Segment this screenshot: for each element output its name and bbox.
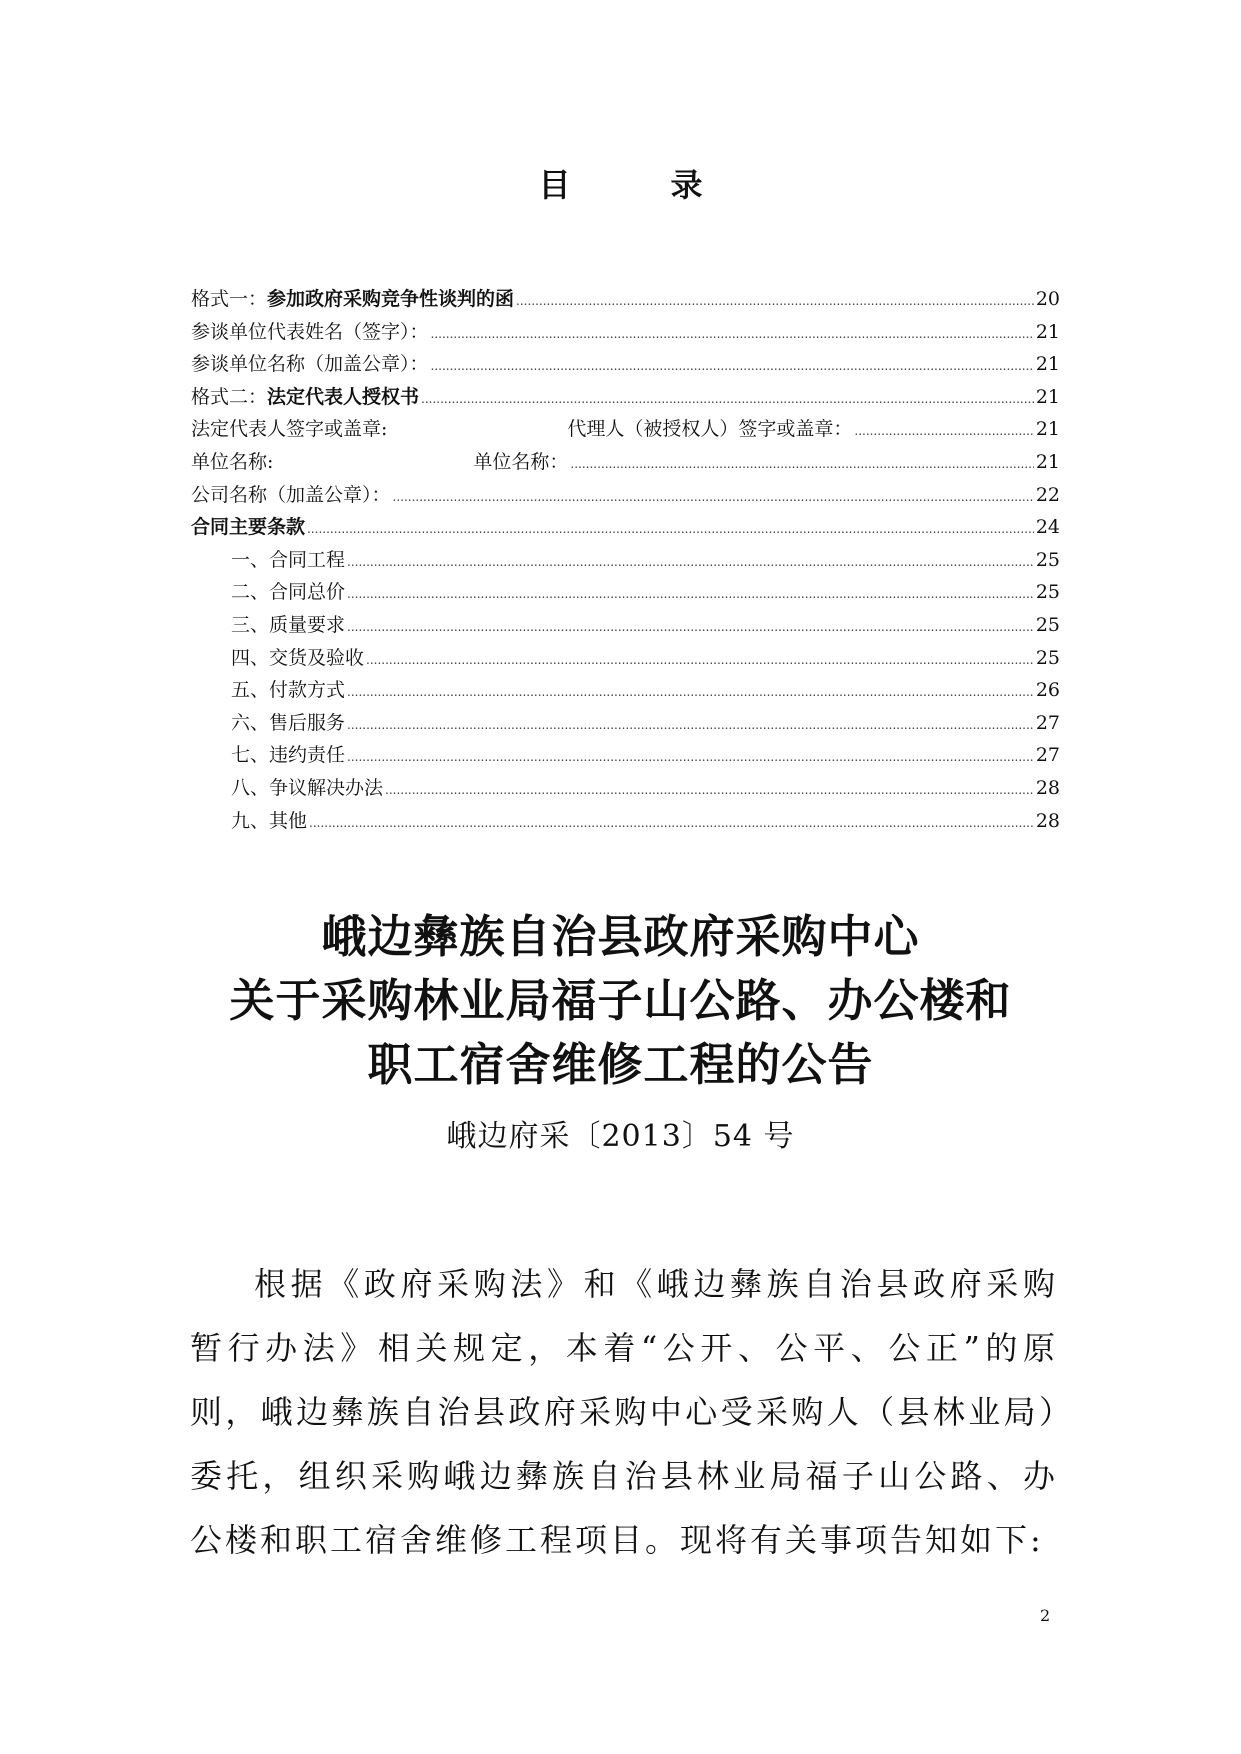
notice-title-line-2: 关于采购林业局福子山公路、办公楼和: [229, 974, 1012, 1027]
toc-entry[interactable]: 参谈单位代表姓名（签字）： ..... 21: [191, 316, 1060, 349]
toc-entry[interactable]: [191, 511, 1060, 544]
toc-page-number: 21: [1035, 450, 1060, 473]
dot-leader: [385, 772, 1034, 807]
dot-leader: [366, 642, 1034, 677]
dot-leader: [347, 739, 1034, 774]
dot-leader: [516, 283, 1034, 318]
notice-body: [190, 1252, 1058, 1572]
toc-page-number: 27: [1035, 711, 1060, 734]
dot-leader: [431, 316, 1034, 351]
toc-entry[interactable]: 公司名称（加盖公章）： ..... 22: [191, 479, 1060, 512]
toc-page-number: 21: [1035, 418, 1060, 441]
notice-title-line-1: 峨边彝族自治县政府采购中心: [321, 910, 920, 963]
toc-page-number: 21: [1035, 385, 1060, 408]
dot-leader: [347, 576, 1034, 611]
toc-title-char-2: 录: [670, 166, 703, 204]
toc-entry[interactable]: 格式一：参加政府采购竞争性谈判的函 ..... 20: [191, 283, 1060, 316]
toc-page-number: 27: [1035, 744, 1060, 767]
toc-entry[interactable]: 六、售后服务 ..... 27: [191, 707, 1060, 740]
toc-entry[interactable]: 九、其他 ..... 28: [191, 805, 1060, 838]
table-of-contents: [191, 283, 1060, 837]
toc-page-number: 21: [1035, 353, 1060, 376]
dot-leader: [854, 413, 1033, 448]
dot-leader: [309, 805, 1034, 840]
toc-entry-bold: 参加政府采购竞争性谈判的函: [267, 288, 515, 310]
dot-leader: [431, 348, 1034, 383]
toc-entry[interactable]: 一、合同工程 ..... 25: [191, 544, 1060, 577]
toc-entry[interactable]: 八、争议解决办法 ..... 28: [191, 772, 1060, 805]
body-paragraph: 根据《政府采购法》和《峨边彝族自治县政府采购暂行办法》相关规定，本着“公开、公平、公正”的原则，峨边彝族自治县政府采购中心受采购人（县林业局）委托，组织采购峨边彝族自治县林业局福子山公路、办公楼和职工宿舍维修工程项目。现将有关事项告知如下:: [190, 1265, 1058, 1559]
toc-entry[interactable]: 法定代表人签字或盖章: 代理人（被授权人）签字或盖章： ..... 21: [191, 413, 1060, 446]
toc-entry[interactable]: 二、合同总价 ..... 25: [191, 576, 1060, 609]
dot-leader: [347, 609, 1034, 644]
dot-leader: [421, 381, 1034, 416]
dot-leader: [307, 511, 1034, 546]
dot-leader: [570, 446, 1033, 481]
toc-entry-bold: 合同主要条款: [191, 516, 306, 539]
toc-page-number: 20: [1035, 288, 1060, 310]
page-number: 2: [1040, 1606, 1051, 1625]
toc-entry[interactable]: 三、质量要求 ..... 25: [191, 609, 1060, 642]
notice-title-line-3: 职工宿舍维修工程的公告: [367, 1038, 874, 1091]
toc-page-number: 28: [1035, 809, 1060, 832]
dot-leader: [347, 674, 1034, 709]
toc-page-number: 24: [1035, 516, 1060, 539]
toc-title: [0, 160, 1241, 206]
dot-leader: [347, 544, 1034, 579]
toc-entry[interactable]: 七、违约责任 ..... 27: [191, 739, 1060, 772]
toc-page-number: 25: [1035, 613, 1060, 636]
toc-entry-bold: 法定代表人授权书: [267, 385, 420, 408]
dot-leader: [347, 707, 1034, 742]
toc-entry[interactable]: 五、付款方式 ..... 26: [191, 674, 1060, 707]
toc-page-number: 25: [1035, 646, 1060, 669]
toc-entry[interactable]: 四、交货及验收 ..... 25: [191, 642, 1060, 675]
toc-page-number: 26: [1035, 679, 1060, 702]
toc-entry[interactable]: 参谈单位名称（加盖公章）： ..... 21: [191, 348, 1060, 381]
toc-title-char-1: 目: [538, 166, 571, 204]
toc-page-number: 22: [1035, 483, 1060, 506]
toc-page-number: 28: [1035, 776, 1060, 799]
toc-entry[interactable]: 单位名称: 单位名称： ..... 21: [191, 446, 1060, 479]
document-number: 峨边府采〔2013〕54 号: [446, 1119, 795, 1154]
toc-entry[interactable]: 格式二：法定代表人授权书 ..... 21: [191, 381, 1060, 414]
dot-leader: [393, 479, 1034, 514]
toc-page-number: 25: [1035, 581, 1060, 604]
notice-heading: [0, 905, 1241, 1155]
toc-page-number: 25: [1035, 548, 1060, 571]
toc-page-number: 21: [1035, 320, 1060, 343]
